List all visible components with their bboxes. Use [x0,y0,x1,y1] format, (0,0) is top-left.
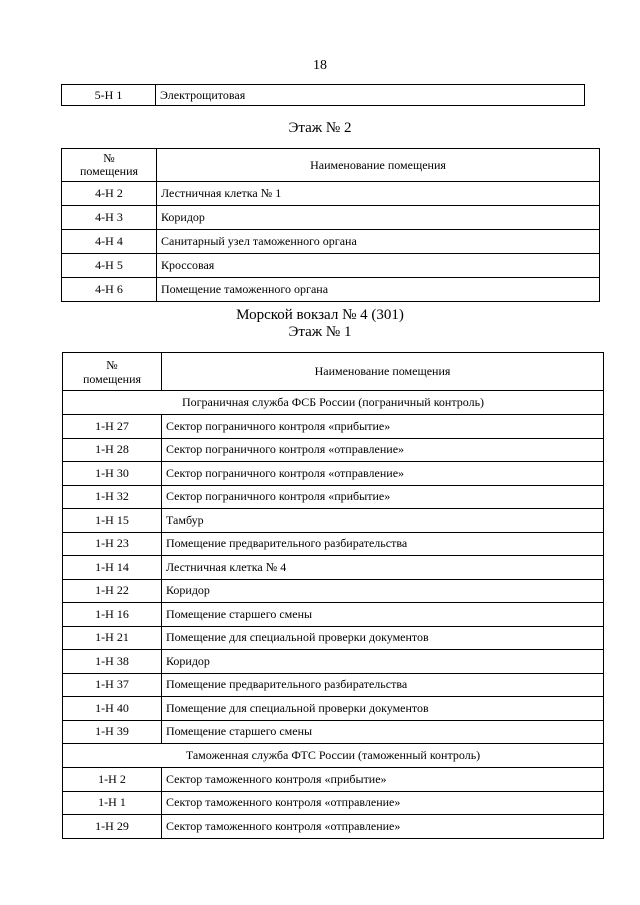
table-row [63,438,604,462]
table-row [62,254,600,278]
table-row [63,697,604,721]
header-num-symbol: № [106,357,118,372]
room-name: Коридор [162,579,604,603]
room-number: 4-Н 3 [62,206,157,230]
room-number: 1-Н 15 [63,509,162,533]
table-station-floor1 [62,352,604,839]
table-header-row [62,149,600,182]
group-row [63,391,604,415]
header-room-number [63,353,162,391]
room-number: 1-Н 39 [63,720,162,744]
room-name: Лестничная клетка № 1 [157,182,600,206]
table-header-row [63,353,604,391]
room-number: 1-Н 29 [63,815,162,839]
page-number: 18 [313,58,327,73]
room-number: 1-Н 22 [63,579,162,603]
section-floor-title: Этаж № 1 [288,324,352,340]
room-number: 1-Н 40 [63,697,162,721]
table-row [62,206,600,230]
room-name: Сектор таможенного контроля «прибытие» [162,768,604,792]
room-number: 1-Н 28 [63,438,162,462]
room-number: 1-Н 32 [63,485,162,509]
room-name: Помещение для специальной проверки документов [162,626,604,650]
room-name: Кроссовая [157,254,600,278]
table-row [63,673,604,697]
table-row [62,230,600,254]
group-customs-control: Таможенная служба ФТС России (таможенный контроль) [63,744,604,768]
room-number: 1-Н 16 [63,603,162,627]
room-name: Электрощитовая [156,85,585,106]
table-row [62,182,600,206]
table-row [63,509,604,533]
room-number: 1-Н 1 [63,791,162,815]
table-row [63,650,604,674]
room-number: 1-Н 14 [63,556,162,580]
room-name: Помещение предварительного разбирательства [162,532,604,556]
table-row [63,462,604,486]
room-name: Сектор таможенного контроля «отправление» [162,815,604,839]
room-number: 5-Н 1 [62,85,156,106]
room-name: Санитарный узел таможенного органа [157,230,600,254]
group-row [63,744,604,768]
room-number: 1-Н 38 [63,650,162,674]
room-number: 1-Н 21 [63,626,162,650]
room-name: Сектор пограничного контроля «отправление» [162,438,604,462]
room-number: 1-Н 2 [63,768,162,792]
group-border-control: Пограничная служба ФСБ России (пограничный контроль) [63,391,604,415]
room-name: Помещение предварительного разбирательства [162,673,604,697]
table-row [63,603,604,627]
room-number: 1-Н 27 [63,415,162,439]
room-name: Коридор [162,650,604,674]
room-name: Сектор таможенного контроля «отправление» [162,791,604,815]
room-name: Помещение старшего смены [162,720,604,744]
table-row [63,815,604,839]
floor2-title: Этаж № 2 [288,120,352,136]
room-name: Лестничная клетка № 4 [162,556,604,580]
table-row [62,85,585,106]
room-name: Помещение для специальной проверки документов [162,697,604,721]
room-name: Помещение таможенного органа [157,278,600,302]
table-row [63,532,604,556]
table-row [62,278,600,302]
room-number: 1-Н 37 [63,673,162,697]
table-floor2 [61,148,600,302]
table-top [61,84,585,106]
table-row [63,485,604,509]
table-row [63,626,604,650]
room-name: Сектор пограничного контроля «отправление» [162,462,604,486]
room-number: 4-Н 6 [62,278,157,302]
header-num-label: помещения [79,164,139,178]
room-name: Сектор пограничного контроля «прибытие» [162,415,604,439]
room-name: Помещение старшего смены [162,603,604,627]
section-title: Морской вокзал № 4 (301) [236,307,404,323]
table-row [63,579,604,603]
room-name: Тамбур [162,509,604,533]
room-name: Сектор пограничного контроля «прибытие» [162,485,604,509]
header-num-label: помещения [82,371,142,386]
room-number: 4-Н 5 [62,254,157,278]
header-room-name: Наименование помещения [157,149,600,182]
room-number: 1-Н 23 [63,532,162,556]
header-num-symbol: № [103,151,115,165]
table-row [63,415,604,439]
room-number: 4-Н 2 [62,182,157,206]
header-room-name: Наименование помещения [162,353,604,391]
table-row [63,556,604,580]
room-number: 4-Н 4 [62,230,157,254]
table-row [63,791,604,815]
table-row [63,768,604,792]
room-number: 1-Н 30 [63,462,162,486]
table-row [63,720,604,744]
header-room-number [62,149,157,182]
room-name: Коридор [157,206,600,230]
